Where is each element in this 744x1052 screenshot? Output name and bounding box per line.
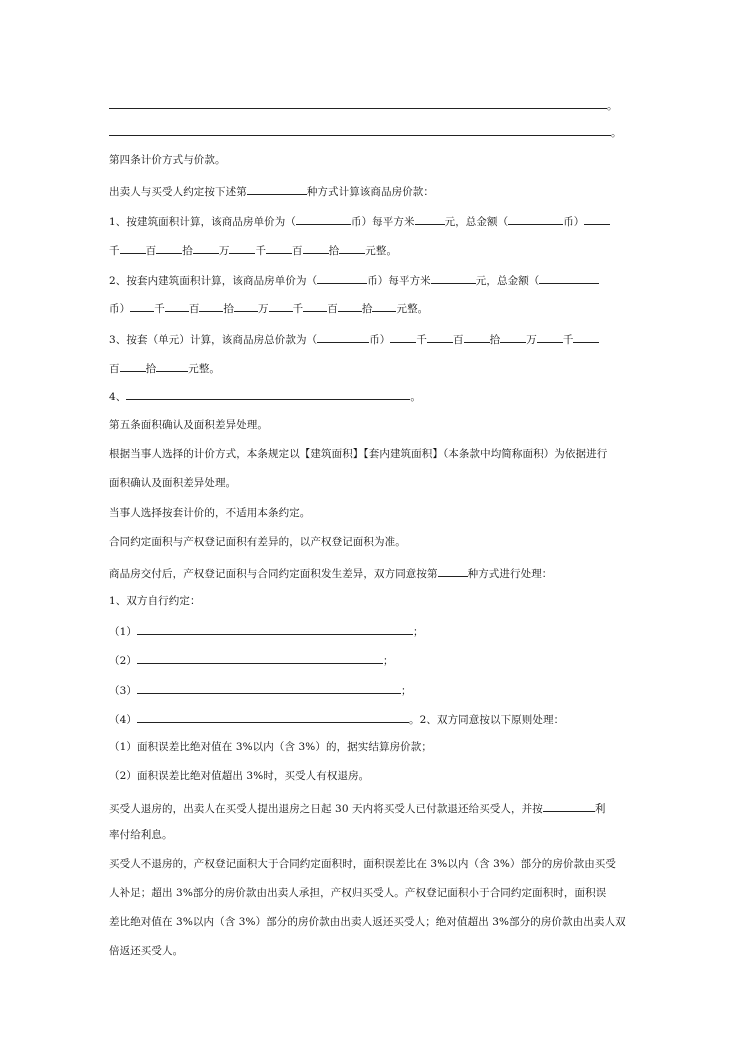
article-4-heading	[109, 153, 226, 167]
text: ；	[382, 655, 394, 667]
fill-blank	[109, 97, 607, 109]
text: 拾	[145, 363, 157, 375]
fill-blank	[130, 300, 154, 312]
fill-blank	[137, 652, 383, 664]
paragraph-line	[109, 828, 173, 842]
text: 元整。	[396, 303, 429, 315]
fill-blank	[390, 331, 416, 343]
text: 元，总金额（	[444, 216, 509, 228]
text: 元整。	[188, 363, 221, 375]
method-1-line	[109, 213, 610, 229]
text: （1）面积误差比绝对值在 3%以内（含 3%）的，据实结算房价款；	[109, 741, 432, 753]
fill-blank	[464, 331, 490, 343]
text: 率付给利息。	[109, 829, 173, 841]
unit-price-blank	[431, 272, 476, 284]
fill-blank	[266, 242, 292, 254]
fill-blank	[126, 388, 410, 400]
text: 拾	[223, 303, 235, 315]
text: 3、按套（单元）计算，该商品房总价款为（	[109, 334, 318, 346]
text: 千	[255, 245, 267, 257]
pricing-method-line	[109, 183, 434, 199]
text: 倍返还买受人。	[109, 945, 184, 957]
paragraph-line	[109, 447, 607, 461]
text: 万	[526, 334, 537, 346]
text: 买受人不退房的，产权登记面积大于合同约定面积时，面积误差比在 3%以内（含 3%）部分的房价款由买受	[109, 858, 616, 870]
text: （2）	[109, 655, 137, 667]
text: 千	[154, 303, 165, 315]
text: ；	[400, 685, 412, 697]
fill-blank	[500, 331, 526, 343]
method-number-blank	[438, 565, 468, 577]
text: 百	[109, 363, 120, 375]
blank-line-2	[109, 124, 622, 140]
method-3-amount-line	[109, 360, 220, 376]
text: 种方式计算该商品房价款：	[306, 186, 435, 198]
text: 商品房交付后，产权登记面积与合同约定面积发生差异，双方同意按第	[109, 568, 438, 580]
text: 拾	[361, 303, 373, 315]
text: 百	[453, 334, 464, 346]
fill-blank	[303, 300, 327, 312]
currency-blank	[296, 213, 351, 225]
currency-blank	[539, 272, 599, 284]
currency-blank	[508, 213, 563, 225]
text: ；	[412, 626, 424, 638]
heading-text: 第四条计价方式与价款。	[109, 154, 226, 166]
text: 百	[292, 245, 303, 257]
agreement-item-3	[109, 682, 412, 698]
fill-blank	[165, 300, 189, 312]
text: （3）	[109, 685, 137, 697]
text: 百	[145, 245, 157, 257]
text: 当事人选择按套计价的，不适用本条约定。	[109, 507, 311, 519]
method-3-line	[109, 331, 599, 347]
text: 千	[562, 334, 574, 346]
text: 根据当事人选择的计价方式，本条规定以【建筑面积】【套内建筑面积】（本条款中均简称面积）为依据进行	[109, 448, 608, 460]
principle-item-1	[109, 740, 432, 754]
text: （2）面积误差比绝对值超出 3%时，买受人有权退房。	[109, 770, 370, 782]
text: 拾	[328, 245, 340, 257]
method-number-blank	[247, 183, 307, 195]
text: 1、按建筑面积计算，该商品房单价为（	[109, 216, 296, 228]
method-1-amount-line	[109, 242, 397, 258]
fill-blank	[120, 242, 146, 254]
fill-blank	[156, 242, 182, 254]
fill-blank	[229, 242, 255, 254]
paragraph-line	[109, 506, 310, 520]
fill-blank	[193, 242, 219, 254]
method-4-line	[109, 388, 421, 404]
text: 2、按套内建筑面积计算，该商品房单价为（	[109, 275, 318, 287]
fill-blank	[339, 242, 365, 254]
text: 千	[292, 303, 304, 315]
text: 千	[416, 334, 427, 346]
fill-blank	[537, 331, 563, 343]
amount-blank	[584, 213, 610, 225]
text: 币）	[563, 216, 585, 228]
fill-blank	[199, 300, 223, 312]
period-mark: 。	[607, 100, 618, 112]
text: 。	[410, 391, 421, 403]
principle-item-2	[109, 769, 369, 783]
text: 种方式进行处理：	[467, 568, 553, 580]
unit-price-blank	[415, 213, 445, 225]
paragraph-line	[109, 915, 626, 929]
agreement-item-1	[109, 623, 424, 639]
fill-blank	[303, 242, 329, 254]
text: 币）每平方米	[350, 216, 415, 228]
text: 买受人退房的，出卖人在买受人提出退房之日起 30 天内将买受人已付款退还给买受人，并按	[109, 803, 543, 815]
text: 差比绝对值在 3%以内（含 3%）部分的房价款由出卖人返还买受人；绝对值超出 3%部分的房价款由出卖人双	[109, 916, 626, 928]
period-mark: 。	[611, 127, 622, 139]
text: 面积确认及面积差异处理。	[109, 477, 237, 489]
text: 利	[594, 803, 606, 815]
fill-blank	[234, 300, 258, 312]
paragraph-line	[109, 565, 552, 581]
text: 4、	[109, 391, 127, 403]
heading-text: 第五条面积确认及面积差异处理。	[109, 419, 268, 431]
paragraph-line	[109, 535, 406, 549]
fill-blank	[269, 300, 293, 312]
agreement-item-2	[109, 652, 394, 668]
fill-blank	[137, 623, 413, 635]
text: 币）	[109, 303, 131, 315]
text: 币）	[369, 334, 391, 346]
fill-blank	[137, 711, 409, 723]
text: 拾	[182, 245, 193, 257]
text: 万	[218, 245, 230, 257]
text: （1）	[109, 626, 137, 638]
text: 百	[188, 303, 200, 315]
fill-blank	[109, 124, 611, 136]
text: 。2、双方同意按以下原则处理：	[408, 714, 565, 726]
fill-blank	[372, 300, 396, 312]
text: 出卖人与买受人约定按下述第	[109, 186, 247, 198]
text: 百	[327, 303, 338, 315]
blank-line-1	[109, 97, 618, 113]
article-5-heading	[109, 418, 268, 432]
interest-rate-blank	[543, 800, 595, 812]
text: 币）每平方米	[367, 275, 431, 287]
fill-blank	[120, 360, 146, 372]
paragraph-line	[109, 886, 606, 900]
fill-blank	[156, 360, 188, 372]
text: 元整。	[365, 245, 398, 257]
text: 千	[109, 245, 120, 257]
text: 拾	[489, 334, 501, 346]
method-2-line	[109, 272, 599, 288]
fill-blank	[573, 331, 599, 343]
agreement-item-4	[109, 711, 564, 727]
text: 1、双方自行约定：	[109, 595, 201, 607]
text: 合同约定面积与产权登记面积有差异的，以产权登记面积为准。	[109, 536, 406, 548]
paragraph-line	[109, 800, 605, 816]
text: （4）	[109, 714, 137, 726]
currency-blank	[317, 331, 369, 343]
fill-blank	[137, 682, 401, 694]
text: 人补足；超出 3%部分的房价款由出卖人承担，产权归买受人。产权登记面积小于合同约定面积时，面积误	[109, 887, 607, 899]
paragraph-line	[109, 594, 201, 608]
fill-blank	[338, 300, 362, 312]
fill-blank	[427, 331, 453, 343]
paragraph-line	[109, 857, 616, 871]
paragraph-line	[109, 476, 236, 490]
method-2-amount-line	[109, 300, 428, 316]
text: 元，总金额（	[475, 275, 540, 287]
paragraph-line	[109, 944, 183, 958]
text: 万	[258, 303, 269, 315]
currency-blank	[317, 272, 367, 284]
